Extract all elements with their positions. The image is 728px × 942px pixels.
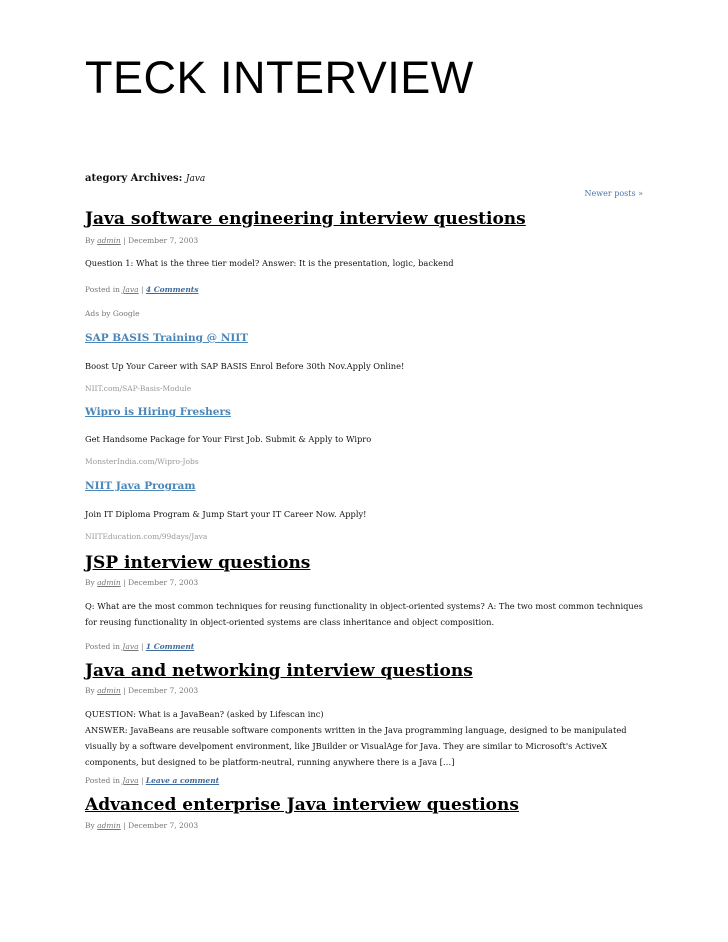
post-byline bbox=[85, 578, 198, 587]
post-date: December 7, 2003 bbox=[128, 578, 199, 587]
post-meta bbox=[85, 285, 198, 294]
archive-label: ategory Archives: bbox=[85, 173, 183, 184]
category-link[interactable]: Java bbox=[122, 776, 139, 785]
byline-separator: | bbox=[123, 578, 126, 587]
posted-in-label: Posted in bbox=[85, 642, 120, 651]
post-title[interactable]: Java and networking interview questions bbox=[85, 661, 473, 681]
ad-title-link[interactable]: SAP BASIS Training @ NIIT bbox=[85, 332, 249, 344]
byline-by: By bbox=[85, 578, 95, 587]
post-title[interactable]: Java software engineering interview questions bbox=[85, 209, 526, 229]
post-date: December 7, 2003 bbox=[128, 821, 199, 830]
category-link[interactable]: Java bbox=[122, 285, 139, 294]
byline-by: By bbox=[85, 686, 95, 695]
comments-link[interactable]: Leave a comment bbox=[145, 776, 220, 785]
ad-url-link[interactable]: NIITEducation.com/99days/Java bbox=[85, 532, 208, 541]
ad-url-link[interactable]: NIIT.com/SAP-Basis-Module bbox=[85, 384, 192, 393]
comments-link[interactable]: 4 Comments bbox=[145, 285, 199, 294]
comments-link[interactable]: 1 Comment bbox=[145, 642, 195, 651]
byline-separator: | bbox=[123, 821, 126, 830]
author-link[interactable]: admin bbox=[97, 686, 121, 695]
author-link[interactable]: admin bbox=[97, 821, 121, 830]
posted-in-label: Posted in bbox=[85, 285, 120, 294]
post-title[interactable]: JSP interview questions bbox=[85, 553, 311, 573]
post-title[interactable]: Advanced enterprise Java interview questions bbox=[85, 795, 519, 815]
archive-category: Java bbox=[185, 174, 206, 184]
posted-in-label: Posted in bbox=[85, 776, 120, 785]
meta-separator: | bbox=[140, 642, 144, 651]
site-title[interactable]: TECK INTERVIEW bbox=[85, 52, 474, 103]
post-byline bbox=[85, 686, 198, 695]
post-byline bbox=[85, 236, 198, 245]
post-excerpt: Question 1: What is the three tier model? Answer: It is the presentation, logic, backend bbox=[85, 258, 454, 268]
meta-separator: | bbox=[140, 285, 144, 294]
ad-text: Boost Up Your Career with SAP BASIS Enrol Before 30th Nov.Apply Online! bbox=[85, 361, 405, 371]
post-date: December 7, 2003 bbox=[128, 686, 199, 695]
post-byline bbox=[85, 821, 198, 830]
post-meta bbox=[85, 776, 219, 785]
meta-separator: | bbox=[140, 776, 144, 785]
ad-title-link[interactable]: Wipro is Hiring Freshers bbox=[85, 406, 231, 418]
ad-url-link[interactable]: MonsterIndia.com/Wipro-Jobs bbox=[85, 457, 199, 466]
archive-heading bbox=[85, 173, 205, 184]
ad-text: Join IT Diploma Program & Jump Start your IT Career Now. Apply! bbox=[85, 509, 367, 519]
ads-by-google-link[interactable]: Ads by Google bbox=[85, 309, 140, 318]
byline-separator: | bbox=[123, 686, 126, 695]
category-link[interactable]: Java bbox=[122, 642, 139, 651]
ad-title-link[interactable]: NIIT Java Program bbox=[85, 480, 196, 492]
newer-posts-link[interactable]: Newer posts » bbox=[584, 189, 643, 198]
author-link[interactable]: admin bbox=[97, 236, 121, 245]
post-excerpt: QUESTION: What is a JavaBean? (asked by Lifescan inc) ANSWER: JavaBeans are reusable software components written in the Java programming language, designed to be manipulated visually by a software develpoment environment, like JBuilder or VisualAge for Java. They are similar to Microsoft's ActiveX components, but designed to be platform-neutral, running anywhere there is a Java […] bbox=[85, 709, 627, 767]
post-excerpt: Q: What are the most common techniques for reusing functionality in object-oriented systems? A: The two most common techniques for reusing functionality in object-oriented systems are class inheritance and object composition. bbox=[85, 601, 643, 627]
byline-by: By bbox=[85, 236, 95, 245]
byline-by: By bbox=[85, 821, 95, 830]
post-meta bbox=[85, 642, 194, 651]
author-link[interactable]: admin bbox=[97, 578, 121, 587]
post-date: December 7, 2003 bbox=[128, 236, 199, 245]
byline-separator: | bbox=[123, 236, 126, 245]
ad-text: Get Handsome Package for Your First Job. Submit & Apply to Wipro bbox=[85, 434, 372, 444]
